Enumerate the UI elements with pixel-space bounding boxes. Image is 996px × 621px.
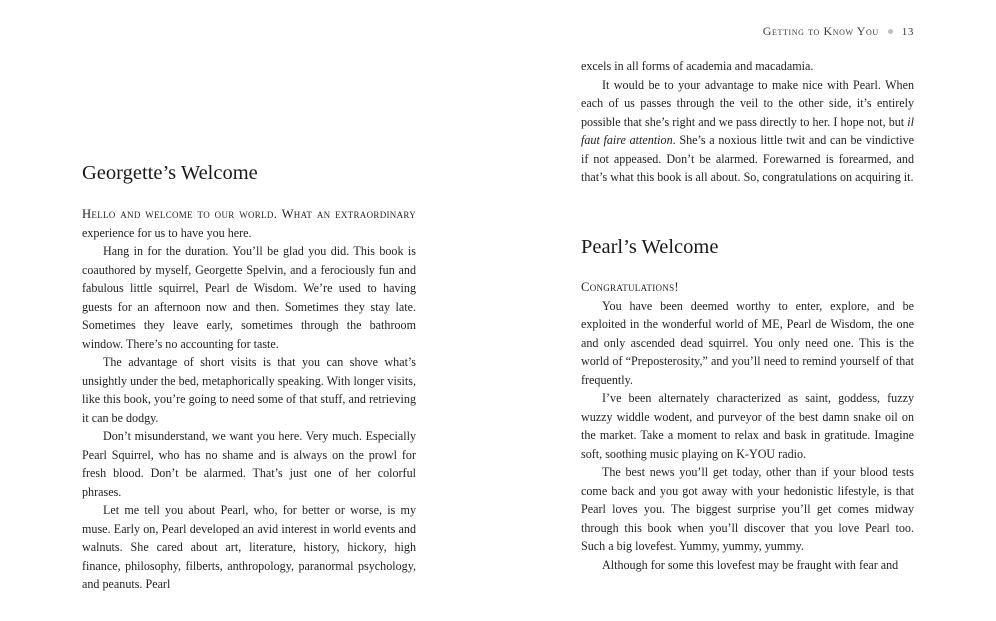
continued-text bbox=[581, 57, 914, 187]
running-title: Getting to Know You bbox=[762, 24, 879, 38]
continued-paragraph-2-after: . She’s a noxious little twit and can be vindictive if not appeased. Don’t be alarmed. Forewarned is forearmed, and that’s what this book is all about. So, congratulations on acquiring it. bbox=[581, 133, 914, 184]
georgette-paragraph-3: The advantage of short visits is that you can shove what’s unsightly under the bed, metaphorically speaking. With longer visits, like this book, you’re going to need some of that stuff, and retrieving it can be dodgy. bbox=[82, 355, 416, 425]
continued-paragraph-2-italic: il faut faire attention bbox=[581, 114, 914, 147]
georgette-paragraph-1 bbox=[82, 205, 416, 242]
separator-dot-icon bbox=[888, 29, 893, 34]
running-head bbox=[763, 24, 914, 39]
georgette-welcome-heading: Georgette’s Welcome bbox=[82, 162, 258, 184]
page-number: 13 bbox=[901, 25, 914, 38]
continued-paragraph-2 bbox=[581, 76, 914, 187]
right-page bbox=[498, 0, 996, 621]
pearl-paragraph-2: I’ve been alternately characterized as saint, goddess, fuzzy wuzzy widdle wodent, and purveyor of the best damn snake oil on the market. Take a moment to relax and bask in gratitude. Imagine soft, soothing music playing on K-YOU radio. bbox=[581, 391, 914, 461]
pearl-lead-in: Congratulations! bbox=[581, 280, 679, 294]
georgette-lead-in: Hello and welcome to our world. What an extraordinary bbox=[82, 207, 416, 221]
pearl-lead-paragraph bbox=[581, 278, 914, 297]
georgette-paragraph-2: Hang in for the duration. You’ll be glad you did. This book is coauthored by myself, Georgette Spelvin, and a ferociously fun and fabulous little squirrel, Pearl de Wisdom. We’re used to having guests for an afternoon now and then. Sometimes they stay late. Sometimes they leave early, sometimes through the bathroom window. There’s no accounting for taste. bbox=[82, 244, 416, 351]
georgette-paragraph-5: Let me tell you about Pearl, who, for better or worse, is my muse. Early on, Pearl developed an avid interest in world events and walnuts. She cared about art, literature, history, hickory, high finance, philosophy, filberts, anthropology, paranormal psychology, and peanuts. Pearl bbox=[82, 503, 416, 591]
pearl-paragraph-3: The best news you’ll get today, other than if your blood tests come back and you got away with your hedonistic lifestyle, is that Pearl loves you. The biggest surprise you’ll get comes midway through this book when you’ll discover that you love Pearl too. Such a big lovefest. Yummy, yummy, yummy. bbox=[581, 465, 914, 553]
pearl-paragraph-4: Although for some this lovefest may be fraught with fear and bbox=[602, 557, 899, 572]
georgette-paragraph-4: Don’t misunderstand, we want you here. Very much. Especially Pearl Squirrel, who has no shame and is always on the prowl for fresh blood. Don’t be alarmed. That’s just one of her colorful phrases. bbox=[82, 429, 416, 499]
georgette-paragraph-1-rest: experience for us to have you here. bbox=[82, 225, 252, 240]
pearl-paragraph-1: You have been deemed worthy to enter, explore, and be exploited in the wonderful world of ME, Pearl de Wisdom, the one and only ascended dead squirrel. You only need one. This is the world of “Preposterosity,” and you’ll need to remind yourself of that frequently. bbox=[581, 298, 914, 387]
continued-paragraph-2-before: It would be to your advantage to make nice with Pearl. When each of us passes through the veil to the other side, it’s entirely possible that she’s right and we pass directly to her. I hope not, but bbox=[581, 77, 914, 129]
pearl-welcome-body bbox=[581, 278, 914, 574]
georgette-welcome-body bbox=[82, 205, 416, 594]
pearl-welcome-heading: Pearl’s Welcome bbox=[581, 236, 719, 258]
continued-paragraph-1: excels in all forms of academia and macadamia. bbox=[581, 59, 814, 73]
